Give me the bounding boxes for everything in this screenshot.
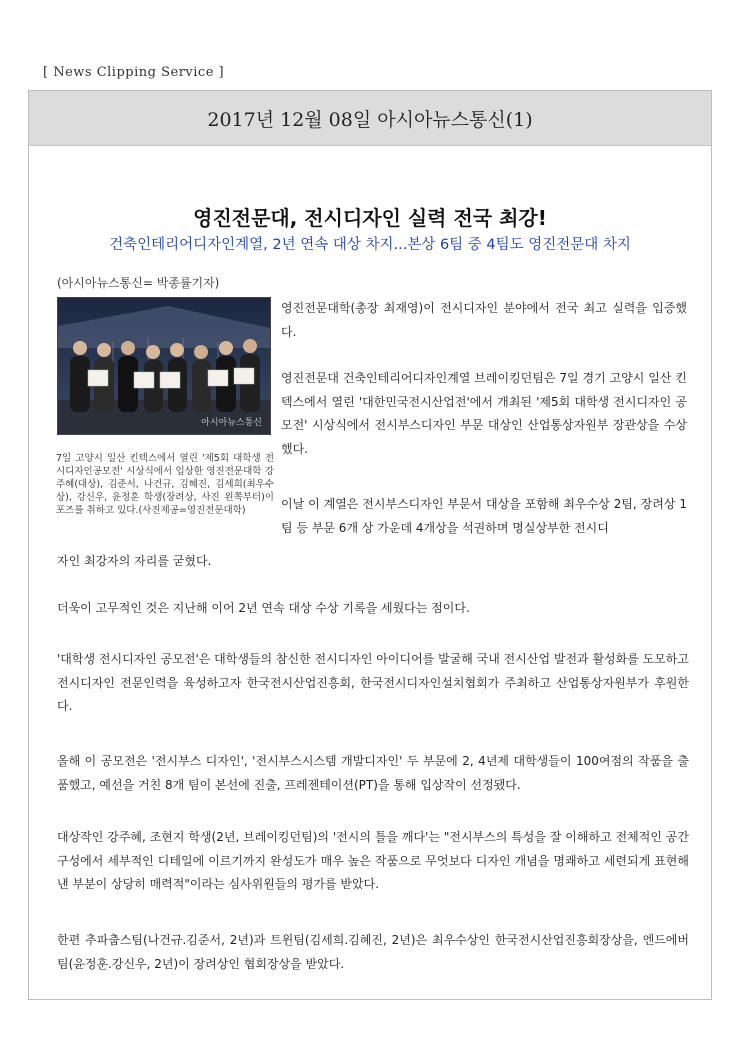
clipping-header [29,91,711,146]
paragraph-7: 대상작인 강주혜, 조현지 학생(2년, 브레이킹던팀)의 '전시의 틀을 깨다'는 "전시부스의 특성을 잘 이해하고 전체적인 공간구성에서 세부적인 디테일에 이르기까지 완성도가 매우 높은 작품으로 무엇보다 디자인 개념을 명쾌하고 세련되게 표현해낸 부분이 상당히 매력적"이라는 심사위원들의 평가를 받았다. [57,830,689,891]
article-subheadline: 건축인테리어디자인계열, 2년 연속 대상 차지...본상 6팀 중 4팀도 영진전문대 차지 [109,237,631,253]
service-label: [ News Clipping Service ] [43,65,225,80]
article-byline: (아시아뉴스통신= 박종률기자) [57,276,220,290]
paragraph-6: 올해 이 공모전은 '전시부스 디자인', '전시부스시스템 개발디자인' 두 부문에 2, 4년제 대학생들이 100여점의 작품을 출품했고, 예선을 거친 8개 팀이 본선에 진출, 프레젠테이션(PT)을 통해 입상작이 선정됐다. [57,754,689,792]
paragraph-8: 한편 추파춥스팀(나건규.김준서, 2년)과 트윈팀(김세희.김혜진, 2년)은 최우수상인 한국전시산업진흥회장상을, 엔드에버팀(윤정훈.강신우, 2년)이 장려상인 협회장상을 받았다. [57,933,689,971]
clipping-frame [28,90,712,1000]
clipping-date-title: 2017년 12월 08일 아시아뉴스통신(1) [207,108,533,131]
article-headline: 영진전문대, 전시디자인 실력 전국 최강! [193,206,547,230]
paragraph-3-continued: 자인 최강자의 자리를 굳혔다. [57,554,212,568]
award-photo [57,297,271,435]
paragraph-1: 영진전문대학(총장 최재영)이 전시디자인 분야에서 전국 최고 실력을 입증했다. [281,301,687,339]
photo-watermark: 아시아뉴스통신 [201,418,262,428]
paragraph-3: 이날 이 계열은 전시부스디자인 부문서 대상을 포함해 최우수상 2팀, 장려상 1팀 등 부문 6개 상 가운데 4개상을 석권하며 명실상부한 전시디 [281,497,687,535]
award-photo-illustration [58,298,270,434]
paragraph-5: '대학생 전시디자인 공모전'은 대학생들의 참신한 전시디자인 아이디어를 발굴해 국내 전시산업 발전과 활성화를 도모하고 전시디자인 전문인력을 육성하고자 한국전시산업진흥회, 한국전시디자인설치협회가 주최하고 산업통상자원부가 후원한다. [57,652,689,713]
photo-caption: 7일 고양시 일산 킨텍스에서 열린 '제5회 대학생 전시디자인공모전' 시상식에서 입상한 영진전문대학 강주혜(대상), 김준서, 나건규, 김혜진, 김세희(최우수상), 강신우, 윤정훈 학생(장려상, 사진 왼쪽부터)이 포즈를 취하고 있다.(사진제공=영진전문대학) [56,453,274,516]
paragraph-4: 더욱이 고무적인 것은 지난해 이어 2년 연속 대상 수상 기록을 세웠다는 점이다. [57,601,470,615]
paragraph-2: 영진전문대 건축인테리어디자인계열 브레이킹던팀은 7일 경기 고양시 일산 킨텍스에서 열린 '대한민국전시산업전'에서 개최된 '제5회 대학생 전시디자인 공모전' 시상식에서 전시부스디자인 부문 대상인 산업통상자원부 장관상을 수상했다. [281,371,687,456]
